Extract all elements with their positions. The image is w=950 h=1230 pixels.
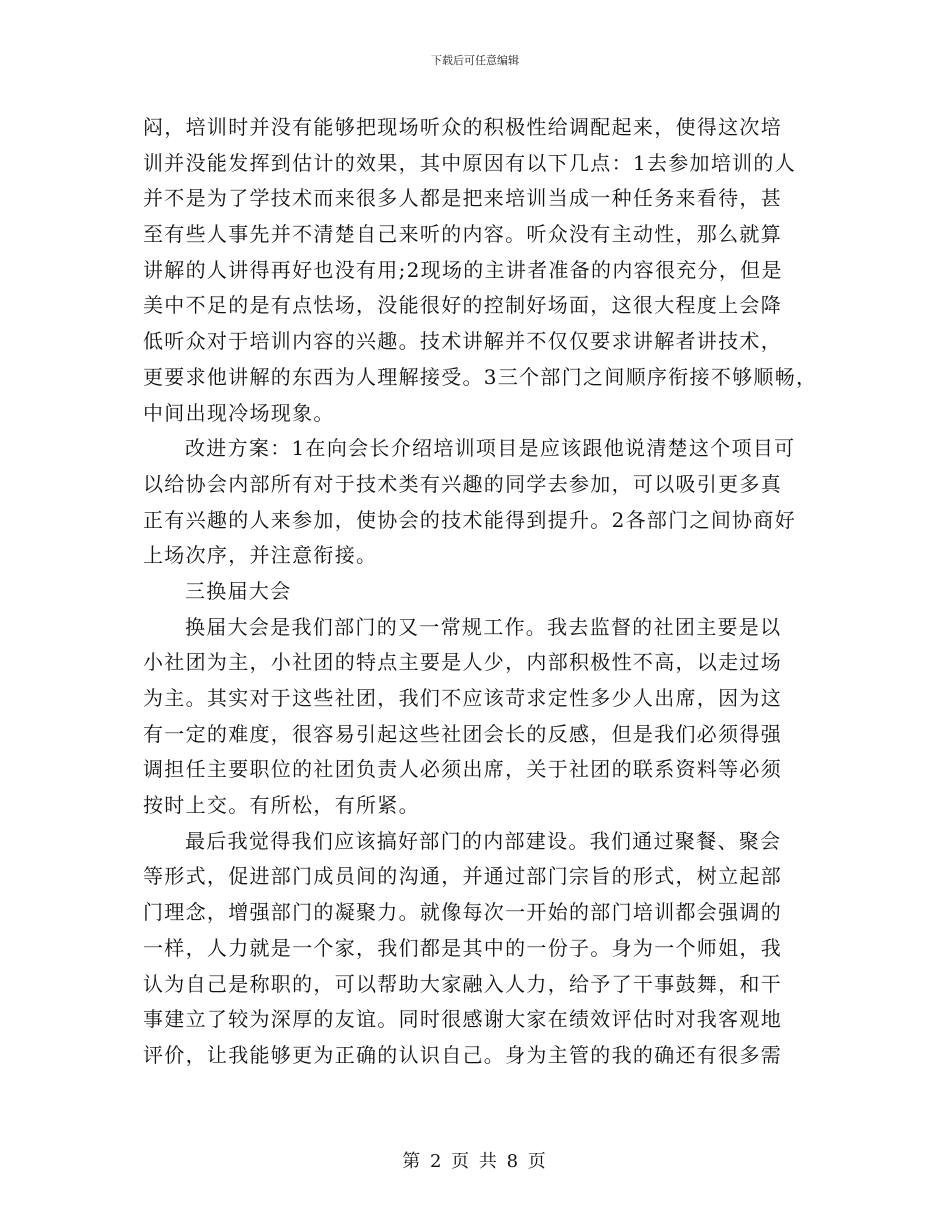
text-line: 有一定的难度，很容易引起这些社团会长的反感，但是我们必须得强	[143, 721, 782, 746]
text-line: 并不是为了学技术而来很多人都是把来培训当成一种任务来看待，甚	[143, 186, 782, 211]
text-line: 事建立了较为深厚的友谊。同时很感谢大家在绩效评估时对我客观地	[143, 1007, 782, 1032]
text-line: 等形式，促进部门成员间的沟通，并通过部门宗旨的形式，树立起部	[143, 864, 782, 889]
paragraph-start-line: 最后我觉得我们应该搞好部门的内部建设。我们通过聚餐、聚会	[185, 828, 782, 853]
text-line: 按时上交。有所松，有所紧。	[143, 793, 420, 818]
text-line: 上场次序，并注意衔接。	[143, 543, 378, 568]
paragraph-start-line: 换届大会是我们部门的又一常规工作。我去监督的社团主要是以	[185, 614, 782, 639]
text-line: 为主。其实对于这些社团，我们不应该苛求定性多少人出席，因为这	[143, 686, 782, 710]
text-line: 一样，人力就是一个家，我们都是其中的一份子。身为一个师姐，我	[143, 935, 782, 960]
page-number-footer: 第 2 页 共 8 页	[402, 1151, 548, 1172]
section-heading: 三换届大会	[185, 578, 292, 603]
text-line: 调担任主要职位的社团负责人必须出席，关于社团的联系资料等必须	[143, 757, 782, 782]
text-line: 正有兴趣的人来参加，使协会的技术能得到提升。2各部门之间协商好	[143, 507, 797, 532]
text-line: 认为自己是称职的，可以帮助大家融入人力，给予了干事鼓舞，和干	[143, 971, 782, 996]
text-line: 中间出现冷场现象。	[143, 400, 335, 425]
document-body	[143, 110, 823, 1074]
text-line: 训并没能发挥到估计的效果，其中原因有以下几点：1去参加培训的人	[143, 150, 797, 175]
text-line: 以给协会内部所有对于技术类有兴趣的同学去参加，可以吸引更多真	[143, 471, 782, 496]
text-line: 讲解的人讲得再好也没有用;2现场的主讲者准备的内容很充分，但是	[143, 257, 783, 282]
text-line: 至有些人事先并不清楚自己来听的内容。听众没有主动性，那么就算	[143, 222, 782, 247]
text-line: 更要求他讲解的东西为人理解接受。3三个部门之间顺序衔接不够顺畅，	[143, 364, 818, 389]
text-line: 低听众对于培训内容的兴趣。技术讲解并不仅仅要求讲解者讲技术，	[143, 329, 782, 354]
paragraph-start-line: 改进方案：1在向会长介绍培训项目是应该跟他说清楚这个项目可	[185, 436, 796, 461]
text-line: 闷，培训时并没有能够把现场听众的积极性给调配起来，使得这次培	[143, 115, 782, 139]
text-line: 门理念，增强部门的凝聚力。就像每次一开始的部门培训都会强调的	[143, 900, 782, 925]
text-line: 美中不足的是有点怯场，没能很好的控制好场面，这很大程度上会降	[143, 293, 782, 318]
text-line: 小社团为主，小社团的特点主要是人少，内部积极性不高，以走过场	[143, 650, 782, 675]
page-header: 下载后可任意编辑	[431, 54, 519, 67]
text-line: 评价，让我能够更为正确的认识自己。身为主管的我的确还有很多需	[143, 1042, 782, 1067]
